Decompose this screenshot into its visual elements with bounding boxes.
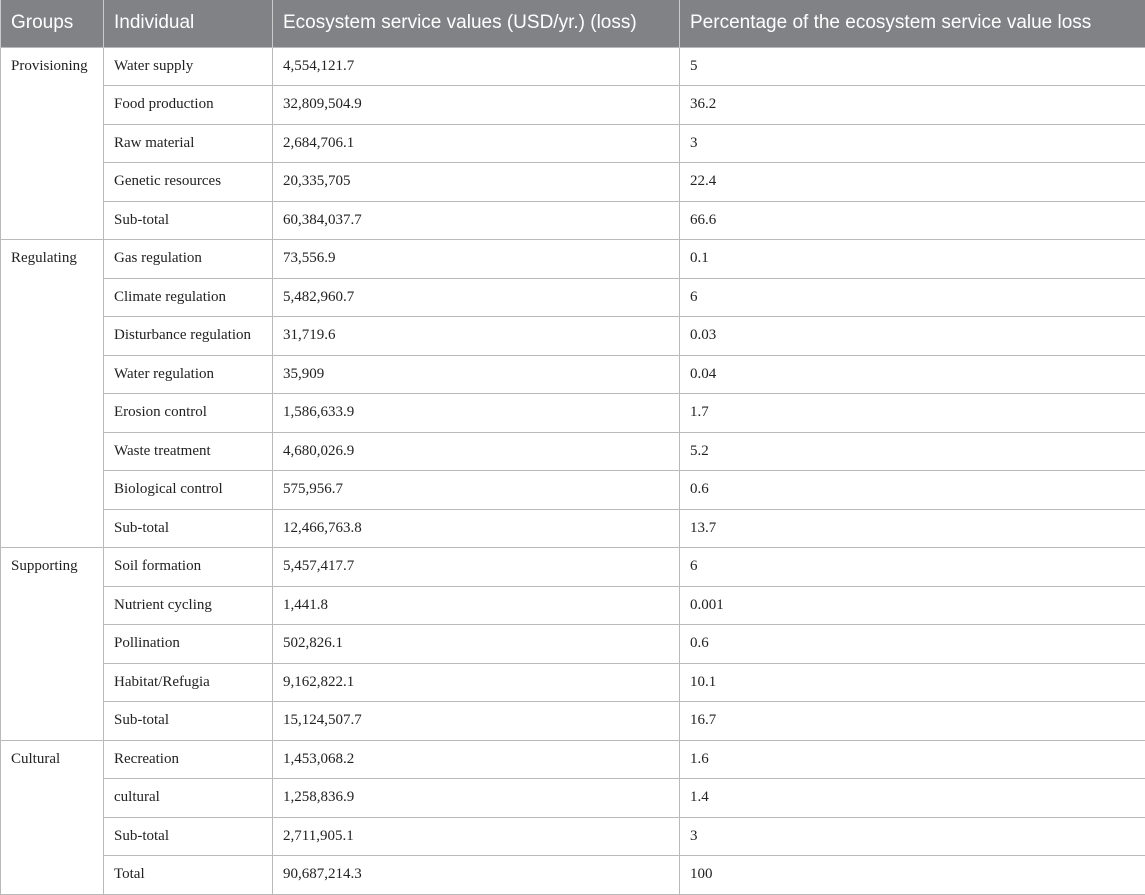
table-row xyxy=(1,663,1145,702)
individual-cell: Raw material xyxy=(104,124,273,163)
value-cell: 1,453,068.2 xyxy=(273,740,680,779)
individual-cell: Climate regulation xyxy=(104,278,273,317)
table-row xyxy=(1,432,1145,471)
individual-cell: Total xyxy=(104,856,273,895)
value-cell: 73,556.9 xyxy=(273,240,680,279)
value-cell: 1,441.8 xyxy=(273,586,680,625)
value-cell: 35,909 xyxy=(273,355,680,394)
value-cell: 1,586,633.9 xyxy=(273,394,680,433)
individual-cell: Water regulation xyxy=(104,355,273,394)
table-row xyxy=(1,163,1145,202)
table-row xyxy=(1,124,1145,163)
percent-cell: 22.4 xyxy=(680,163,1145,202)
percent-cell: 10.1 xyxy=(680,663,1145,702)
table-row xyxy=(1,779,1145,818)
percent-cell: 0.04 xyxy=(680,355,1145,394)
individual-cell: cultural xyxy=(104,779,273,818)
table-row xyxy=(1,47,1145,86)
value-cell: 5,482,960.7 xyxy=(273,278,680,317)
table-row xyxy=(1,317,1145,356)
header-value: Ecosystem service values (USD/yr.) (loss) xyxy=(273,0,680,47)
percent-cell: 0.6 xyxy=(680,471,1145,510)
value-cell: 20,335,705 xyxy=(273,163,680,202)
individual-cell: Genetic resources xyxy=(104,163,273,202)
value-cell: 90,687,214.3 xyxy=(273,856,680,895)
header-percentage: Percentage of the ecosystem service value loss xyxy=(680,0,1145,47)
percent-cell: 13.7 xyxy=(680,509,1145,548)
table-row xyxy=(1,278,1145,317)
percent-cell: 1.7 xyxy=(680,394,1145,433)
table-row xyxy=(1,702,1145,741)
value-cell: 31,719.6 xyxy=(273,317,680,356)
percent-cell: 3 xyxy=(680,124,1145,163)
percent-cell: 0.6 xyxy=(680,625,1145,664)
individual-cell: Erosion control xyxy=(104,394,273,433)
header-individual: Individual xyxy=(104,0,273,47)
value-cell: 12,466,763.8 xyxy=(273,509,680,548)
individual-cell: Sub-total xyxy=(104,817,273,856)
individual-cell: Nutrient cycling xyxy=(104,586,273,625)
percent-cell: 5 xyxy=(680,47,1145,86)
value-cell: 32,809,504.9 xyxy=(273,86,680,125)
value-cell: 4,680,026.9 xyxy=(273,432,680,471)
table-row xyxy=(1,509,1145,548)
table-row xyxy=(1,548,1145,587)
percent-cell: 0.001 xyxy=(680,586,1145,625)
group-cell: Cultural xyxy=(1,740,104,894)
percent-cell: 1.4 xyxy=(680,779,1145,818)
value-cell: 1,258,836.9 xyxy=(273,779,680,818)
table-row xyxy=(1,740,1145,779)
table-row xyxy=(1,355,1145,394)
table-row xyxy=(1,625,1145,664)
table-row xyxy=(1,240,1145,279)
individual-cell: Water supply xyxy=(104,47,273,86)
table-row xyxy=(1,86,1145,125)
percent-cell: 66.6 xyxy=(680,201,1145,240)
table-row xyxy=(1,201,1145,240)
individual-cell: Biological control xyxy=(104,471,273,510)
percent-cell: 0.1 xyxy=(680,240,1145,279)
individual-cell: Disturbance regulation xyxy=(104,317,273,356)
value-cell: 15,124,507.7 xyxy=(273,702,680,741)
percent-cell: 16.7 xyxy=(680,702,1145,741)
group-cell: Regulating xyxy=(1,240,104,548)
individual-cell: Habitat/Refugia xyxy=(104,663,273,702)
value-cell: 4,554,121.7 xyxy=(273,47,680,86)
table-row xyxy=(1,394,1145,433)
percent-cell: 6 xyxy=(680,278,1145,317)
value-cell: 5,457,417.7 xyxy=(273,548,680,587)
percent-cell: 0.03 xyxy=(680,317,1145,356)
value-cell: 9,162,822.1 xyxy=(273,663,680,702)
header-row xyxy=(1,0,1145,47)
individual-cell: Waste treatment xyxy=(104,432,273,471)
value-cell: 2,684,706.1 xyxy=(273,124,680,163)
individual-cell: Food production xyxy=(104,86,273,125)
value-cell: 575,956.7 xyxy=(273,471,680,510)
value-cell: 502,826.1 xyxy=(273,625,680,664)
value-cell: 2,711,905.1 xyxy=(273,817,680,856)
table-row xyxy=(1,817,1145,856)
table-row xyxy=(1,856,1145,895)
value-cell: 60,384,037.7 xyxy=(273,201,680,240)
table-row xyxy=(1,471,1145,510)
percent-cell: 36.2 xyxy=(680,86,1145,125)
individual-cell: Pollination xyxy=(104,625,273,664)
group-cell: Provisioning xyxy=(1,47,104,240)
individual-cell: Sub-total xyxy=(104,201,273,240)
percent-cell: 3 xyxy=(680,817,1145,856)
percent-cell: 100 xyxy=(680,856,1145,895)
individual-cell: Sub-total xyxy=(104,702,273,741)
group-cell: Supporting xyxy=(1,548,104,741)
individual-cell: Soil formation xyxy=(104,548,273,587)
percent-cell: 6 xyxy=(680,548,1145,587)
table-row xyxy=(1,586,1145,625)
individual-cell: Gas regulation xyxy=(104,240,273,279)
percent-cell: 1.6 xyxy=(680,740,1145,779)
percent-cell: 5.2 xyxy=(680,432,1145,471)
header-groups: Groups xyxy=(1,0,104,47)
table-body xyxy=(1,47,1145,894)
individual-cell: Recreation xyxy=(104,740,273,779)
individual-cell: Sub-total xyxy=(104,509,273,548)
